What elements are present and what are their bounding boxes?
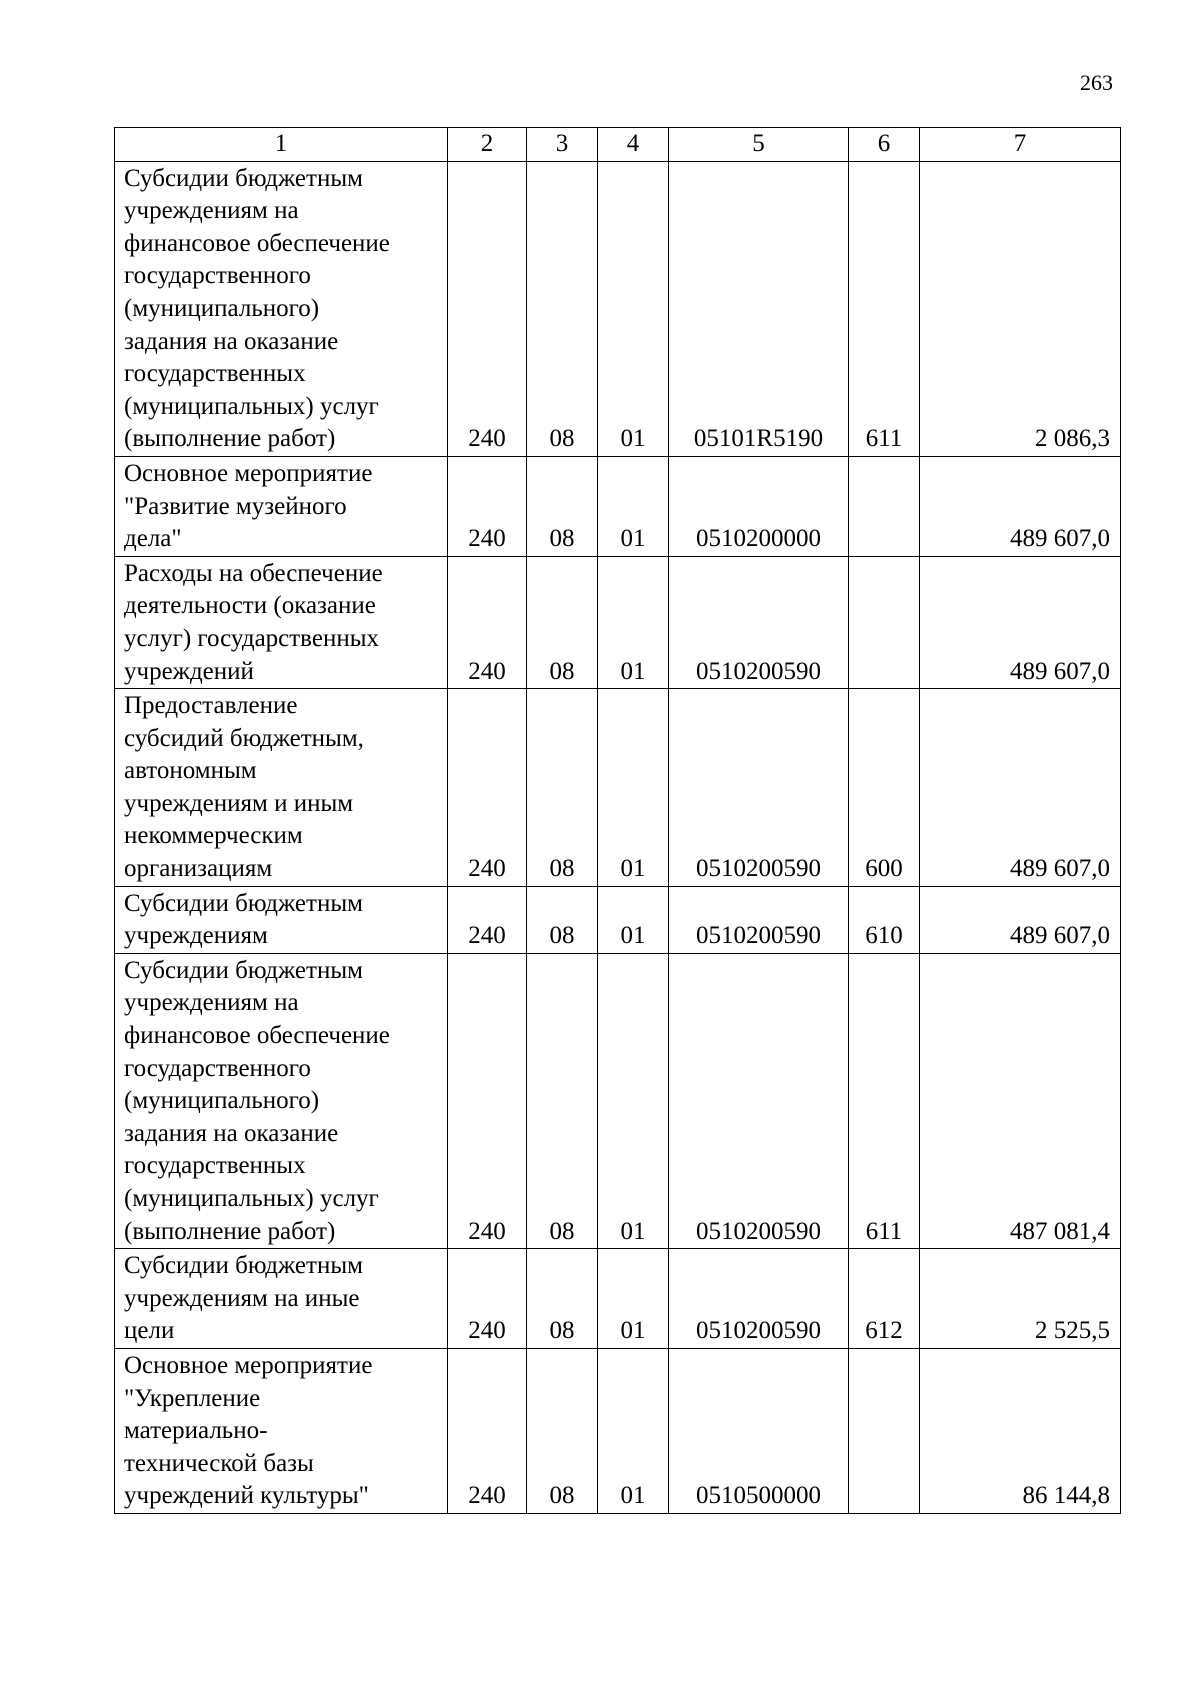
row-code-cell: 240 [448, 456, 527, 556]
row-name-line: (выполнение работ) [124, 425, 336, 453]
row-name-cell [115, 1249, 448, 1349]
row-expense-type-cell: 612 [849, 1249, 920, 1349]
row-name-line: задания на оказание [124, 327, 339, 355]
row-subsection-cell: 01 [598, 953, 669, 1248]
row-expense-type-cell: 611 [849, 161, 920, 456]
row-name-cell [115, 456, 448, 556]
row-name-line: Основное мероприятие [124, 1351, 373, 1379]
row-amount-cell: 487 081,4 [920, 953, 1121, 1248]
row-section-cell: 08 [527, 1249, 598, 1349]
table-row [115, 953, 1121, 1248]
row-section-cell: 08 [527, 1348, 598, 1513]
row-section-cell: 08 [527, 161, 598, 456]
row-name-line: государственных [124, 360, 306, 388]
row-name-line: учреждениям на [124, 197, 299, 225]
row-section-cell: 08 [527, 456, 598, 556]
row-amount-cell: 2 086,3 [920, 161, 1121, 456]
row-name-line: Субсидии бюджетным [124, 889, 363, 917]
row-name-line: Основное мероприятие [124, 459, 373, 487]
row-name-line: Расходы на обеспечение [124, 559, 383, 587]
table-row [115, 456, 1121, 556]
row-name-cell [115, 886, 448, 953]
row-name-cell [115, 556, 448, 688]
row-target-article-cell: 0510200590 [669, 1249, 849, 1349]
row-target-article-cell: 0510200590 [669, 953, 849, 1248]
row-name-line: автономным [124, 757, 257, 785]
row-target-article-cell: 0510200590 [669, 886, 849, 953]
row-amount-cell: 489 607,0 [920, 556, 1121, 688]
table-row [115, 689, 1121, 887]
row-name-line: учреждениям на [124, 989, 299, 1017]
row-name-line: услуг) государственных [124, 624, 379, 652]
row-amount-cell: 489 607,0 [920, 689, 1121, 887]
row-subsection-cell: 01 [598, 456, 669, 556]
row-name-line: "Укрепление [124, 1384, 261, 1412]
row-name-line: Предоставление [124, 692, 298, 720]
row-name-line: учреждений [124, 657, 254, 685]
row-target-article-cell: 05101R5190 [669, 161, 849, 456]
row-target-article-cell: 0510200000 [669, 456, 849, 556]
table-row [115, 556, 1121, 688]
row-code-cell: 240 [448, 556, 527, 688]
row-name-line: организациям [124, 855, 273, 883]
header-cell-1: 1 [115, 128, 448, 162]
row-amount-cell: 489 607,0 [920, 886, 1121, 953]
row-target-article-cell: 0510200590 [669, 689, 849, 887]
row-amount-cell: 2 525,5 [920, 1249, 1121, 1349]
row-name-cell [115, 953, 448, 1248]
table-row [115, 161, 1121, 456]
row-subsection-cell: 01 [598, 161, 669, 456]
row-name-line: цели [124, 1317, 175, 1345]
row-name-line: финансовое обеспечение [124, 229, 390, 257]
row-subsection-cell: 01 [598, 1348, 669, 1513]
header-cell-6: 6 [849, 128, 920, 162]
row-section-cell: 08 [527, 886, 598, 953]
row-subsection-cell: 01 [598, 556, 669, 688]
header-cell-4: 4 [598, 128, 669, 162]
table-body [115, 128, 1121, 1514]
row-name-cell [115, 689, 448, 887]
row-name-line: Субсидии бюджетным [124, 164, 363, 192]
row-name-line: материально- [124, 1417, 268, 1445]
row-name-line: некоммерческим [124, 822, 303, 850]
row-name-line: учреждениям и иным [124, 789, 354, 817]
row-name-cell [115, 161, 448, 456]
row-target-article-cell: 0510200590 [669, 556, 849, 688]
row-amount-cell: 86 144,8 [920, 1348, 1121, 1513]
table-row [115, 1249, 1121, 1349]
row-name-line: (муниципальных) услуг [124, 392, 379, 420]
row-section-cell: 08 [527, 689, 598, 887]
row-code-cell: 240 [448, 1249, 527, 1349]
row-subsection-cell: 01 [598, 1249, 669, 1349]
row-name-line: "Развитие музейного [124, 492, 347, 520]
row-name-line: учреждений культуры" [124, 1482, 369, 1510]
row-name-line: государственного [124, 262, 311, 290]
row-name-line: государственного [124, 1054, 311, 1082]
row-name-line: учреждениям на иные [124, 1284, 360, 1312]
row-subsection-cell: 01 [598, 689, 669, 887]
row-name-line: технической базы [124, 1449, 314, 1477]
row-name-line: Субсидии бюджетным [124, 956, 363, 984]
row-expense-type-cell: 600 [849, 689, 920, 887]
row-code-cell: 240 [448, 1348, 527, 1513]
page-number: 263 [1080, 70, 1113, 95]
header-cell-2: 2 [448, 128, 527, 162]
row-code-cell: 240 [448, 161, 527, 456]
row-expense-type-cell [849, 556, 920, 688]
row-code-cell: 240 [448, 953, 527, 1248]
table-row [115, 886, 1121, 953]
row-name-line: Субсидии бюджетным [124, 1252, 363, 1280]
row-name-line: учреждениям [124, 922, 268, 950]
row-section-cell: 08 [527, 953, 598, 1248]
budget-table [114, 127, 1121, 1514]
row-target-article-cell: 0510500000 [669, 1348, 849, 1513]
row-subsection-cell: 01 [598, 886, 669, 953]
row-expense-type-cell: 611 [849, 953, 920, 1248]
row-code-cell: 240 [448, 689, 527, 887]
header-row [115, 128, 1121, 162]
header-cell-3: 3 [527, 128, 598, 162]
row-name-line: (выполнение работ) [124, 1217, 336, 1245]
row-name-line: государственных [124, 1152, 306, 1180]
row-expense-type-cell [849, 456, 920, 556]
row-name-line: деятельности (оказание [124, 592, 376, 620]
row-section-cell: 08 [527, 556, 598, 688]
row-name-line: задания на оказание [124, 1119, 339, 1147]
row-expense-type-cell [849, 1348, 920, 1513]
row-expense-type-cell: 610 [849, 886, 920, 953]
row-name-line: дела" [124, 525, 182, 553]
table-row [115, 1348, 1121, 1513]
row-name-cell [115, 1348, 448, 1513]
row-name-line: (муниципального) [124, 294, 320, 322]
row-amount-cell: 489 607,0 [920, 456, 1121, 556]
row-name-line: (муниципального) [124, 1087, 320, 1115]
row-name-line: финансовое обеспечение [124, 1022, 390, 1050]
header-cell-7: 7 [920, 128, 1121, 162]
row-code-cell: 240 [448, 886, 527, 953]
row-name-line: (муниципальных) услуг [124, 1185, 379, 1212]
header-cell-5: 5 [669, 128, 849, 162]
row-name-line: субсидий бюджетным, [124, 724, 364, 752]
